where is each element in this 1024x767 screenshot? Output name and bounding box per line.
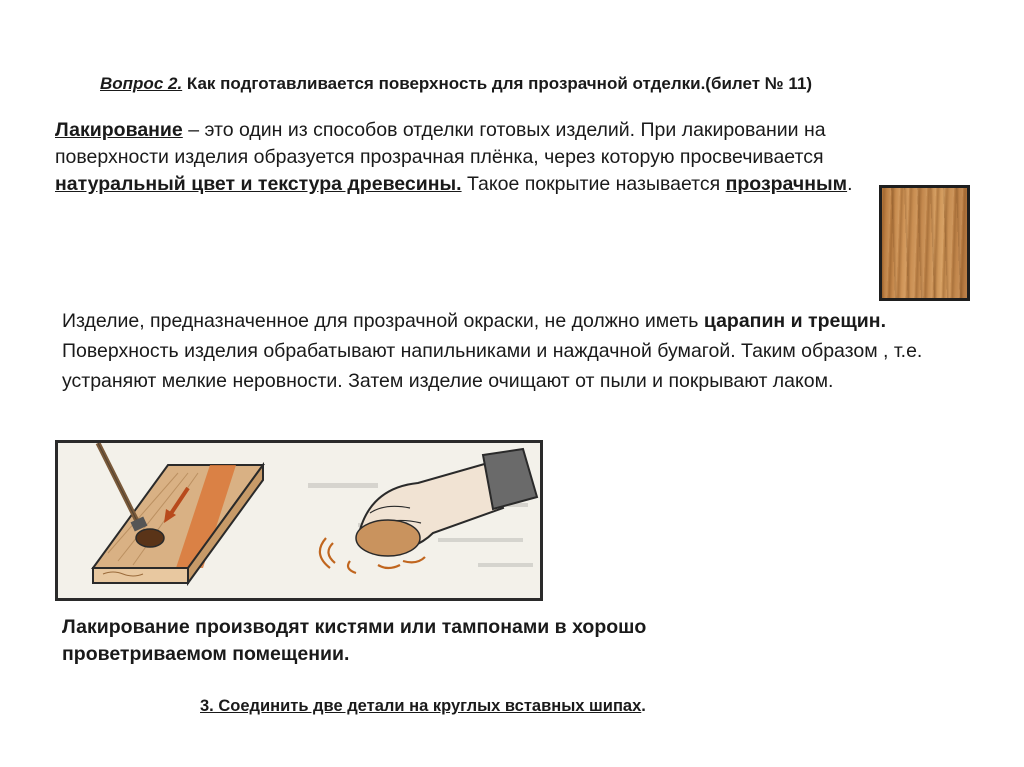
intro-text-1: – это один из способов отделки готовых изделий. При лакировании на поверхности изделия образуется прозрачная плёнка, через которую просвечивается [55, 119, 826, 168]
question-text: Как подготавливается поверхность для прозрачной отделки.(билет № 11) [182, 74, 813, 93]
intro-highlight: натуральный цвет и текстура древесины. [55, 173, 462, 195]
requirements-text-1: Изделие, предназначенное для прозрачной окраски, не должно иметь [62, 310, 704, 332]
term-lacquering: Лакирование [55, 119, 183, 141]
intro-end: . [847, 173, 853, 195]
defects-text: царапин и трещин. [703, 310, 886, 332]
coating-type: прозрачным [725, 173, 848, 195]
intro-text-2: Такое покрытие называется [461, 173, 726, 195]
question-title [100, 74, 960, 94]
task-end: . [641, 697, 646, 715]
next-task [200, 697, 800, 716]
intro-paragraph [55, 117, 875, 198]
wood-texture-sample-image [879, 185, 970, 301]
caption: Лакирование производят кистями или тампонами в хорошо проветриваемом помещении. [62, 616, 647, 665]
requirements-text-2: Поверхность изделия обрабатывают напильниками и наждачной бумагой. Таким образом , т.е. устраняют мелкие неровности. Затем изделие очищают от пыли и покрывают лаком. [62, 340, 923, 392]
board-front-face [93, 568, 188, 583]
question-label: Вопрос 2. [100, 74, 183, 93]
task-text: 3. Соединить две детали на круглых вставных шипах [200, 697, 642, 715]
lacquering-illustration-drawing [58, 443, 540, 598]
requirements-paragraph [62, 306, 942, 396]
swab-pad [356, 520, 420, 556]
lacquering-illustration [55, 440, 543, 601]
